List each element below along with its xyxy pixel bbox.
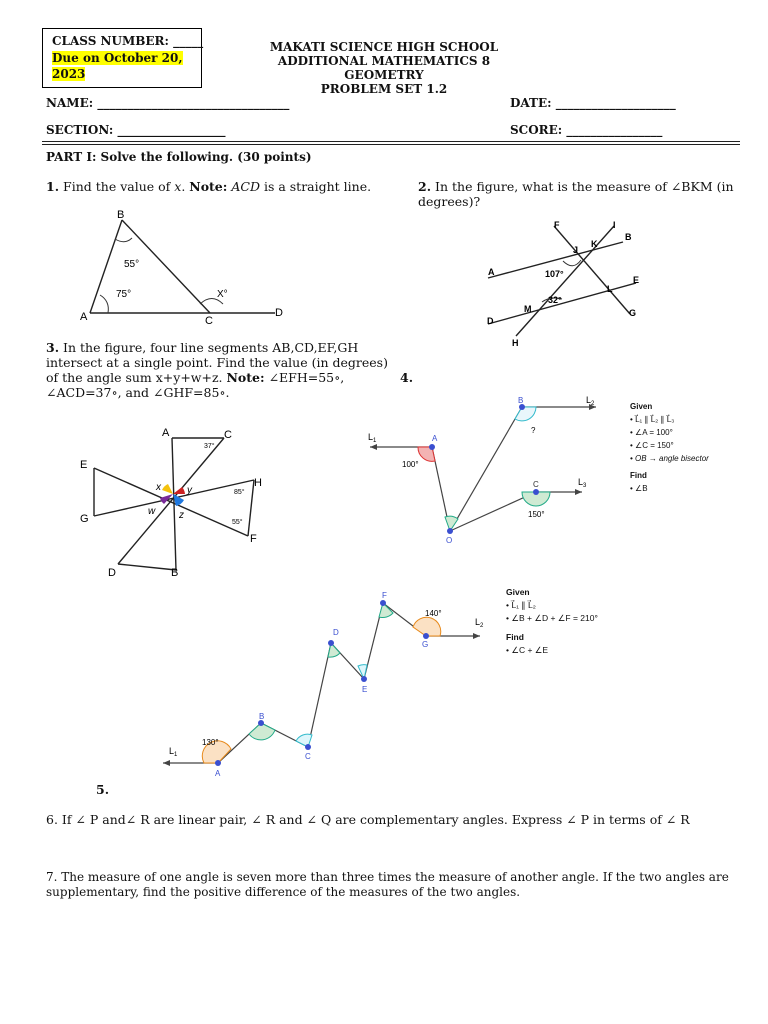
fig3-angle-85: 85° — [234, 489, 245, 496]
q4-given-panel — [630, 400, 709, 495]
q5-given-panel — [506, 586, 598, 657]
figure-4-parallel-lines — [360, 395, 622, 550]
header-rule-bottom — [42, 144, 740, 145]
fig2-label-f: F — [554, 220, 560, 230]
fig3-label-c: C — [224, 429, 232, 441]
fig3-label-f: F — [250, 533, 257, 545]
fig4-label-b: B — [518, 396, 524, 405]
question-2: 2. In the figure, what is the measure of ∠BKM (in degrees)? — [418, 179, 734, 209]
fig5-label-e: E — [362, 685, 368, 694]
fig4-angle-100: 100° — [402, 460, 419, 469]
q4-given-1: • L⃗₁ ∥ L⃗₂ ∥ L⃗₃ — [630, 415, 675, 424]
header-rule-top — [42, 141, 740, 142]
school-name: MAKATI SCIENCE HIGH SCHOOL — [269, 40, 499, 54]
fig5-label-g: G — [422, 640, 429, 649]
fig3-label-z: z — [179, 510, 184, 521]
q4-given-4: • OB → angle bisector — [630, 454, 709, 463]
fig3-label-h: H — [254, 477, 262, 489]
fig2-label-g: G — [629, 308, 637, 318]
q4-given-title: Given — [630, 402, 653, 411]
fig5-label-a: A — [215, 769, 221, 778]
class-number-label: CLASS NUMBER: _____ — [52, 34, 204, 48]
section-field: SECTION: __________________ — [46, 123, 226, 137]
score-field: SCORE: ________________ — [510, 123, 663, 137]
question-7: 7. The measure of one angle is seven more than three times the measure of another angle. If the two angles are supplementary, find the positive difference of the measures of the two angles. — [46, 870, 729, 899]
question-4-number: 4. — [400, 370, 414, 385]
fig4-label-a: A — [432, 434, 438, 443]
question-3: 3. In the figure, four line segments AB,CD,EF,GH intersect at a single point. Find the value (in degrees) of the angle sum x+y+w+z. Note: ∠EFH=55∘, ∠ACD=37∘, and ∠GHF=85∘. — [46, 340, 388, 400]
due-date-line1: Due on October 20, — [52, 51, 183, 65]
fig5-label-f: F — [382, 591, 387, 600]
fig5-label-l1: $L_1$ — [169, 746, 178, 758]
fig2-angle-32: 32° — [548, 295, 562, 305]
q4-find-title: Find — [630, 471, 647, 480]
q4-given-2: • ∠A = 100° — [630, 428, 673, 437]
figure-3-segments — [76, 418, 272, 580]
figure-5-zigzag — [155, 585, 500, 780]
fig3-label-w: w — [148, 506, 156, 517]
fig3-angle-37: 37° — [204, 443, 215, 450]
fig4-angle-150: 150° — [528, 510, 545, 519]
date-field: DATE: ____________________ — [510, 96, 676, 110]
figure-2-lines — [478, 216, 668, 350]
fig2-label-b: B — [625, 232, 632, 242]
fig5-label-b: B — [259, 712, 265, 721]
fig4-label-l1: $L_1$ — [368, 432, 377, 444]
q5-find-title: Find — [506, 632, 524, 642]
fig5-angle-140: 140° — [425, 609, 442, 618]
fig5-label-l2: $L_2$ — [475, 617, 484, 629]
fig3-label-y: y — [187, 485, 192, 496]
fig2-label-h: H — [512, 338, 519, 348]
question-5-number: 5. — [96, 782, 110, 797]
course-name: ADDITIONAL MATHEMATICS 8 — [277, 54, 491, 68]
subject-name: GEOMETRY — [344, 68, 424, 82]
fig3-label-x: x — [156, 482, 161, 493]
question-1: 1. Find the value of x. Note: ACD is a straight line. — [46, 179, 372, 194]
fig3-label-b: B — [171, 567, 179, 579]
fig3-label-g: G — [80, 513, 89, 525]
fig2-label-k: K — [591, 239, 598, 249]
q5-given-2: • ∠B + ∠D + ∠F = 210° — [506, 613, 598, 623]
fig1-label-a: A — [80, 311, 88, 323]
due-date-line2: 2023 — [52, 67, 86, 81]
part-title: PART I: Solve the following. (30 points) — [46, 150, 312, 164]
fig1-label-b: B — [117, 209, 125, 221]
question-6: 6. If ∠ P and∠ R are linear pair, ∠ R and ∠ Q are complementary angles. Express ∠ P in terms of ∠ R — [46, 812, 690, 827]
fig3-label-a: A — [162, 427, 170, 439]
fig1-label-d: D — [275, 307, 283, 319]
fig2-angle-107: 107° — [545, 269, 564, 279]
fig2-label-d: D — [487, 316, 494, 326]
fig4-label-c: C — [533, 480, 539, 489]
fig2-label-j: J — [573, 245, 579, 255]
fig3-angle-55: 55° — [232, 519, 243, 526]
fig1-angle-55: 55° — [124, 259, 140, 270]
name-field: NAME: ________________________________ — [46, 96, 290, 110]
q5-given-title: Given — [506, 587, 530, 597]
fig2-label-a: A — [488, 267, 495, 277]
fig2-label-e: E — [633, 275, 640, 285]
problem-set-title: PROBLEM SET 1.2 — [320, 82, 448, 96]
fig5-angle-130: 130° — [202, 738, 219, 747]
fig3-label-e: E — [80, 459, 88, 471]
q4-given-3: • ∠C = 150° — [630, 441, 674, 450]
fig2-label-m: M — [524, 304, 532, 314]
fig3-label-d: D — [108, 567, 116, 579]
q5-find-1: • ∠C + ∠E — [506, 645, 549, 655]
figure-1-triangle — [70, 205, 300, 330]
q5-given-1: • L⃗₁ ∥ L⃗₂ — [506, 600, 536, 610]
fig1-label-c: C — [205, 315, 213, 327]
fig1-angle-75: 75° — [116, 289, 132, 300]
fig4-label-l2: $L_2$ — [586, 395, 595, 407]
fig2-label-i: I — [613, 220, 616, 230]
fig5-label-c: C — [305, 752, 311, 761]
fig4-label-l3: $L_3$ — [578, 477, 587, 489]
fig4-label-o: O — [446, 536, 453, 545]
fig4-angle-unknown: ? — [531, 426, 536, 435]
fig5-label-d: D — [333, 628, 339, 637]
q4-find-1: • ∠B — [630, 484, 648, 493]
fig2-label-l: L — [607, 284, 613, 294]
fig1-angle-x: X° — [217, 289, 228, 300]
